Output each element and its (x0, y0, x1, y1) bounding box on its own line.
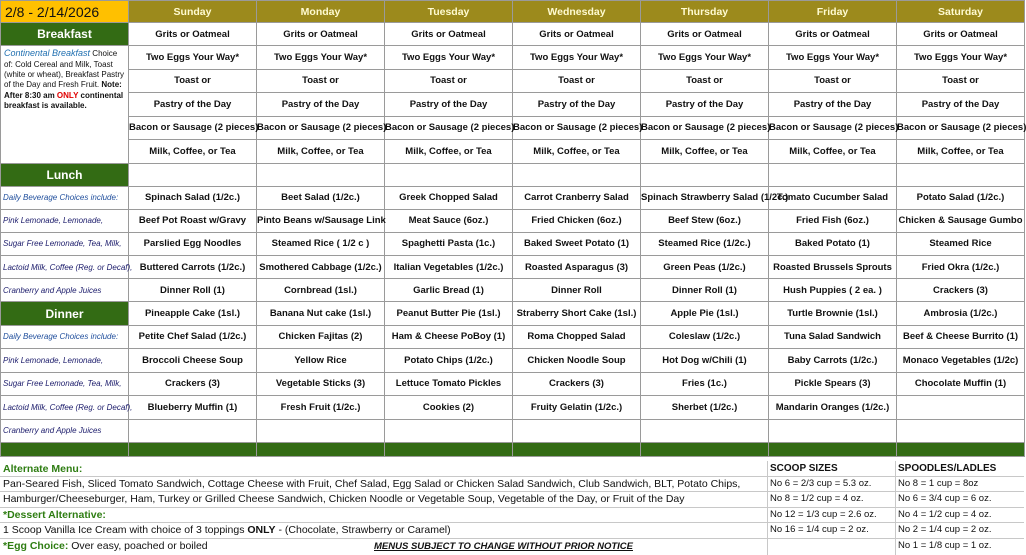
beverage-note: Cranberry and Apple Juices (1, 279, 129, 302)
dinner-item: Cookies (2) (385, 396, 513, 420)
dinner-item: Pickle Spears (3) (769, 372, 897, 396)
breakfast-item: Milk, Coffee, or Tea (769, 140, 897, 164)
lunch-item: Pinto Beans w/Sausage Link (257, 209, 385, 232)
scoop-size-item: No 8 = 1/2 cup = 4 oz. (770, 493, 864, 504)
beverage-note: Daily Beverage Choices include: (1, 325, 129, 349)
subject-to-change-notice: MENUS SUBJECT TO CHANGE WITHOUT PRIOR NOTICE (374, 541, 633, 552)
breakfast-item: Pastry of the Day (897, 93, 1025, 117)
alternate-menu-line-1: Pan-Seared Fish, Sliced Tomato Sandwich, Cottage Cheese with Fruit, Chef Salad, Egg Salad or Chicken Salad Sandwich, Club Sandwich, BLT, Potato Chips, (3, 478, 741, 490)
dessert-alternative-text (3, 524, 451, 536)
dinner-item: Petite Chef Salad (1/2c.) (129, 325, 257, 349)
dinner-item: Ham & Cheese PoBoy (1) (385, 325, 513, 349)
scoop-size-item: No 12 = 1/3 cup = 2.6 oz. (770, 509, 877, 520)
breakfast-item: Toast or (769, 69, 897, 93)
breakfast-item: Milk, Coffee, or Tea (897, 140, 1025, 164)
lunch-item: Ambrosia (1/2c.) (897, 302, 1025, 325)
dinner-item: Fruity Gelatin (1/2c.) (513, 396, 641, 420)
green-band-cell (257, 443, 385, 457)
lunch-item: Beet Salad (1/2c.) (257, 186, 385, 209)
breakfast-item: Two Eggs Your Way* (129, 46, 257, 70)
spoodles-title: SPOODLES/LADLES (898, 463, 997, 474)
breakfast-item: Bacon or Sausage (2 pieces) (385, 116, 513, 140)
breakfast-item: Toast or (641, 69, 769, 93)
lunch-item: Hush Puppies ( 2 ea. ) (769, 279, 897, 302)
lunch-header: Lunch (1, 163, 129, 186)
lunch-item: Steamed Rice (897, 232, 1025, 255)
breakfast-item: Grits or Oatmeal (897, 23, 1025, 46)
day-header-wednesday: Wednesday (513, 1, 641, 23)
beverage-note: Cranberry and Apple Juices (1, 419, 129, 443)
beverage-note: Pink Lemonade, Lemonade, (1, 209, 129, 232)
green-band-cell (513, 443, 641, 457)
dinner-item (897, 396, 1025, 420)
dinner-header: Dinner (1, 302, 129, 325)
breakfast-item: Grits or Oatmeal (513, 23, 641, 46)
dinner-item: Baby Carrots (1/2c.) (769, 349, 897, 373)
breakfast-header: Breakfast (1, 23, 129, 46)
lunch-item: Peanut Butter Pie (1sl.) (385, 302, 513, 325)
empty-cell (513, 163, 641, 186)
lunch-item: Potato Salad (1/2c.) (897, 186, 1025, 209)
lunch-item: Steamed Rice ( 1/2 c ) (257, 232, 385, 255)
lunch-item: Tomato Cucumber Salad (769, 186, 897, 209)
dinner-item (513, 419, 641, 443)
breakfast-item: Two Eggs Your Way* (385, 46, 513, 70)
dinner-item: Monaco Vegetables (1/2c) (897, 349, 1025, 373)
dinner-item: Fresh Fruit (1/2c.) (257, 396, 385, 420)
lunch-item: Pineapple Cake (1sl.) (129, 302, 257, 325)
breakfast-item: Pastry of the Day (769, 93, 897, 117)
breakfast-item: Pastry of the Day (129, 93, 257, 117)
green-band-cell (129, 443, 257, 457)
breakfast-item: Bacon or Sausage (2 pieces) (129, 116, 257, 140)
lunch-item: Beef Stew (6oz.) (641, 209, 769, 232)
lunch-item: Fried Chicken (6oz.) (513, 209, 641, 232)
lunch-item: Greek Chopped Salad (385, 186, 513, 209)
breakfast-item: Two Eggs Your Way* (641, 46, 769, 70)
dinner-item: Broccoli Cheese Soup (129, 349, 257, 373)
lunch-item: Spaghetti Pasta (1c.) (385, 232, 513, 255)
dinner-item (641, 419, 769, 443)
dinner-item: Chocolate Muffin (1) (897, 372, 1025, 396)
breakfast-item: Bacon or Sausage (2 pieces) (257, 116, 385, 140)
dinner-item (385, 419, 513, 443)
lunch-item: Dinner Roll (513, 279, 641, 302)
empty-cell (257, 163, 385, 186)
scoop-size-item: No 6 = 2/3 cup = 5.3 oz. (770, 478, 872, 489)
breakfast-item: Two Eggs Your Way* (897, 46, 1025, 70)
dessert-only: ONLY (247, 524, 276, 536)
green-band-cell (897, 443, 1025, 457)
lunch-item: Baked Sweet Potato (1) (513, 232, 641, 255)
alternate-menu-line-2: Hamburger/Cheeseburger, Ham, Turkey or Grilled Cheese Sandwich, Chicken Noodle or Vegetable Soup, Vegetable of the Day, or Fruit of the Day (3, 493, 685, 505)
dinner-item: Tuna Salad Sandwich (769, 325, 897, 349)
lunch-item: Beef Pot Roast w/Gravy (129, 209, 257, 232)
beverage-note: Lactoid Milk, Coffee (Reg. or Decaf), (1, 256, 129, 279)
dinner-item: Yellow Rice (257, 349, 385, 373)
empty-cell (641, 163, 769, 186)
green-band-cell (641, 443, 769, 457)
breakfast-item: Two Eggs Your Way* (513, 46, 641, 70)
breakfast-item: Toast or (385, 69, 513, 93)
note-only: ONLY (56, 90, 79, 100)
empty-cell (385, 163, 513, 186)
scoop-sizes-title: SCOOP SIZES (770, 463, 838, 474)
dinner-item (897, 419, 1025, 443)
dinner-item: Chicken Noodle Soup (513, 349, 641, 373)
continental-breakfast-info (1, 46, 129, 164)
dinner-item: Crackers (3) (513, 372, 641, 396)
dinner-item: Coleslaw (1/2c.) (641, 325, 769, 349)
breakfast-item: Pastry of the Day (641, 93, 769, 117)
lunch-item: Spinach Strawberry Salad (1/2c.) (641, 186, 769, 209)
dinner-item: Roma Chopped Salad (513, 325, 641, 349)
lunch-item: Straberry Short Cake (1sl.) (513, 302, 641, 325)
lunch-item: Spinach Salad (1/2c.) (129, 186, 257, 209)
scoop-size-item: No 16 = 1/4 cup = 2 oz. (770, 524, 869, 535)
lunch-item: Roasted Asparagus (3) (513, 256, 641, 279)
empty-cell (129, 163, 257, 186)
empty-cell (769, 163, 897, 186)
spoodle-size-item: No 8 = 1 cup = 8oz (898, 478, 979, 489)
lunch-item: Fried Okra (1/2c.) (897, 256, 1025, 279)
lunch-item: Green Peas (1/2c.) (641, 256, 769, 279)
dinner-item: Fries (1c.) (641, 372, 769, 396)
lunch-item: Crackers (3) (897, 279, 1025, 302)
lunch-item: Meat Sauce (6oz.) (385, 209, 513, 232)
breakfast-item: Milk, Coffee, or Tea (129, 140, 257, 164)
lunch-item: Roasted Brussels Sprouts (769, 256, 897, 279)
beverage-note: Sugar Free Lemonade, Tea, Milk, (1, 372, 129, 396)
note-a: After 8:30 am (4, 90, 57, 100)
dinner-item: Potato Chips (1/2c.) (385, 349, 513, 373)
lunch-item: Carrot Cranberry Salad (513, 186, 641, 209)
day-header-thursday: Thursday (641, 1, 769, 23)
beverage-note: Pink Lemonade, Lemonade, (1, 349, 129, 373)
spoodle-size-item: No 4 = 1/2 cup = 4 oz. (898, 509, 992, 520)
continental-text: Choice of: Cold Cereal and Milk, Toast (white or wheat), Breakfast Pastry of the Day and Fresh Fruit. (4, 49, 125, 90)
dessert-text-a: 1 Scoop Vanilla Ice Cream with choice of 3 toppings (3, 524, 248, 536)
lunch-item: Turtle Brownie (1sl.) (769, 302, 897, 325)
breakfast-item: Grits or Oatmeal (641, 23, 769, 46)
egg-choice-label: *Egg Choice: (3, 540, 69, 552)
egg-choice-text: Over easy, poached or boiled (68, 540, 208, 552)
lunch-item: Parslied Egg Noodles (129, 232, 257, 255)
lunch-item: Cornbread (1sl.) (257, 279, 385, 302)
breakfast-item: Grits or Oatmeal (769, 23, 897, 46)
dinner-item: Crackers (3) (129, 372, 257, 396)
beverage-note: Lactoid Milk, Coffee (Reg. or Decaf), (1, 396, 129, 420)
dinner-item: Hot Dog w/Chili (1) (641, 349, 769, 373)
dinner-item: Chicken Fajitas (2) (257, 325, 385, 349)
dinner-item (769, 419, 897, 443)
day-header-friday: Friday (769, 1, 897, 23)
lunch-item: Baked Potato (1) (769, 232, 897, 255)
dinner-item: Sherbet (1/2c.) (641, 396, 769, 420)
day-header-saturday: Saturday (897, 1, 1025, 23)
lunch-item: Buttered Carrots (1/2c.) (129, 256, 257, 279)
breakfast-item: Grits or Oatmeal (385, 23, 513, 46)
green-band-cell (769, 443, 897, 457)
breakfast-item: Grits or Oatmeal (257, 23, 385, 46)
breakfast-item: Milk, Coffee, or Tea (257, 140, 385, 164)
lunch-item: Garlic Bread (1) (385, 279, 513, 302)
spoodle-size-item: No 6 = 3/4 cup = 6 oz. (898, 493, 992, 504)
breakfast-item: Bacon or Sausage (2 pieces) (513, 116, 641, 140)
breakfast-item: Milk, Coffee, or Tea (513, 140, 641, 164)
lunch-item: Dinner Roll (1) (129, 279, 257, 302)
breakfast-item: Toast or (513, 69, 641, 93)
dessert-text-b: - (Chocolate, Strawberry or Caramel) (275, 524, 451, 536)
note-label: Note: (101, 80, 122, 90)
empty-cell (897, 163, 1025, 186)
dinner-item: Mandarin Oranges (1/2c.) (769, 396, 897, 420)
breakfast-item: Bacon or Sausage (2 pieces) (641, 116, 769, 140)
breakfast-item: Toast or (129, 69, 257, 93)
continental-title: Continental Breakfast (4, 48, 91, 58)
dinner-item: Vegetable Sticks (3) (257, 372, 385, 396)
dinner-item: Blueberry Muffin (1) (129, 396, 257, 420)
spoodle-size-item: No 2 = 1/4 cup = 2 oz. (898, 524, 992, 535)
breakfast-item: Bacon or Sausage (2 pieces) (897, 116, 1025, 140)
green-band-cell (385, 443, 513, 457)
lunch-item: Italian Vegetables (1/2c.) (385, 256, 513, 279)
breakfast-item: Bacon or Sausage (2 pieces) (769, 116, 897, 140)
lunch-item: Dinner Roll (1) (641, 279, 769, 302)
breakfast-item: Toast or (897, 69, 1025, 93)
dinner-item (257, 419, 385, 443)
dinner-item (129, 419, 257, 443)
day-header-sunday: Sunday (129, 1, 257, 23)
beverage-note: Daily Beverage Choices include: (1, 186, 129, 209)
date-range: 2/8 - 2/14/2026 (1, 1, 129, 23)
lunch-item: Smothered Cabbage (1/2c.) (257, 256, 385, 279)
breakfast-item: Pastry of the Day (385, 93, 513, 117)
beverage-note: Sugar Free Lemonade, Tea, Milk, (1, 232, 129, 255)
breakfast-item: Pastry of the Day (257, 93, 385, 117)
breakfast-item: Two Eggs Your Way* (769, 46, 897, 70)
breakfast-item: Milk, Coffee, or Tea (641, 140, 769, 164)
egg-choice (3, 540, 208, 552)
dinner-item: Lettuce Tomato Pickles (385, 372, 513, 396)
dessert-alternative-title: *Dessert Alternative: (3, 509, 106, 521)
breakfast-item: Pastry of the Day (513, 93, 641, 117)
lunch-item: Banana Nut cake (1sl.) (257, 302, 385, 325)
green-band-cell (1, 443, 129, 457)
dinner-item: Beef & Cheese Burrito (1) (897, 325, 1025, 349)
breakfast-item: Milk, Coffee, or Tea (385, 140, 513, 164)
lunch-item: Apple Pie (1sl.) (641, 302, 769, 325)
day-header-tuesday: Tuesday (385, 1, 513, 23)
breakfast-item: Toast or (257, 69, 385, 93)
lunch-item: Fried Fish (6oz.) (769, 209, 897, 232)
lunch-item: Chicken & Sausage Gumbo (897, 209, 1025, 232)
spoodle-size-item: No 1 = 1/8 cup = 1 oz. (898, 540, 992, 551)
lunch-item: Steamed Rice (1/2c.) (641, 232, 769, 255)
breakfast-item: Two Eggs Your Way* (257, 46, 385, 70)
breakfast-item: Grits or Oatmeal (129, 23, 257, 46)
note-b: continental breakfast is available. (4, 90, 124, 111)
day-header-monday: Monday (257, 1, 385, 23)
alternate-menu-title: Alternate Menu: (3, 463, 83, 475)
